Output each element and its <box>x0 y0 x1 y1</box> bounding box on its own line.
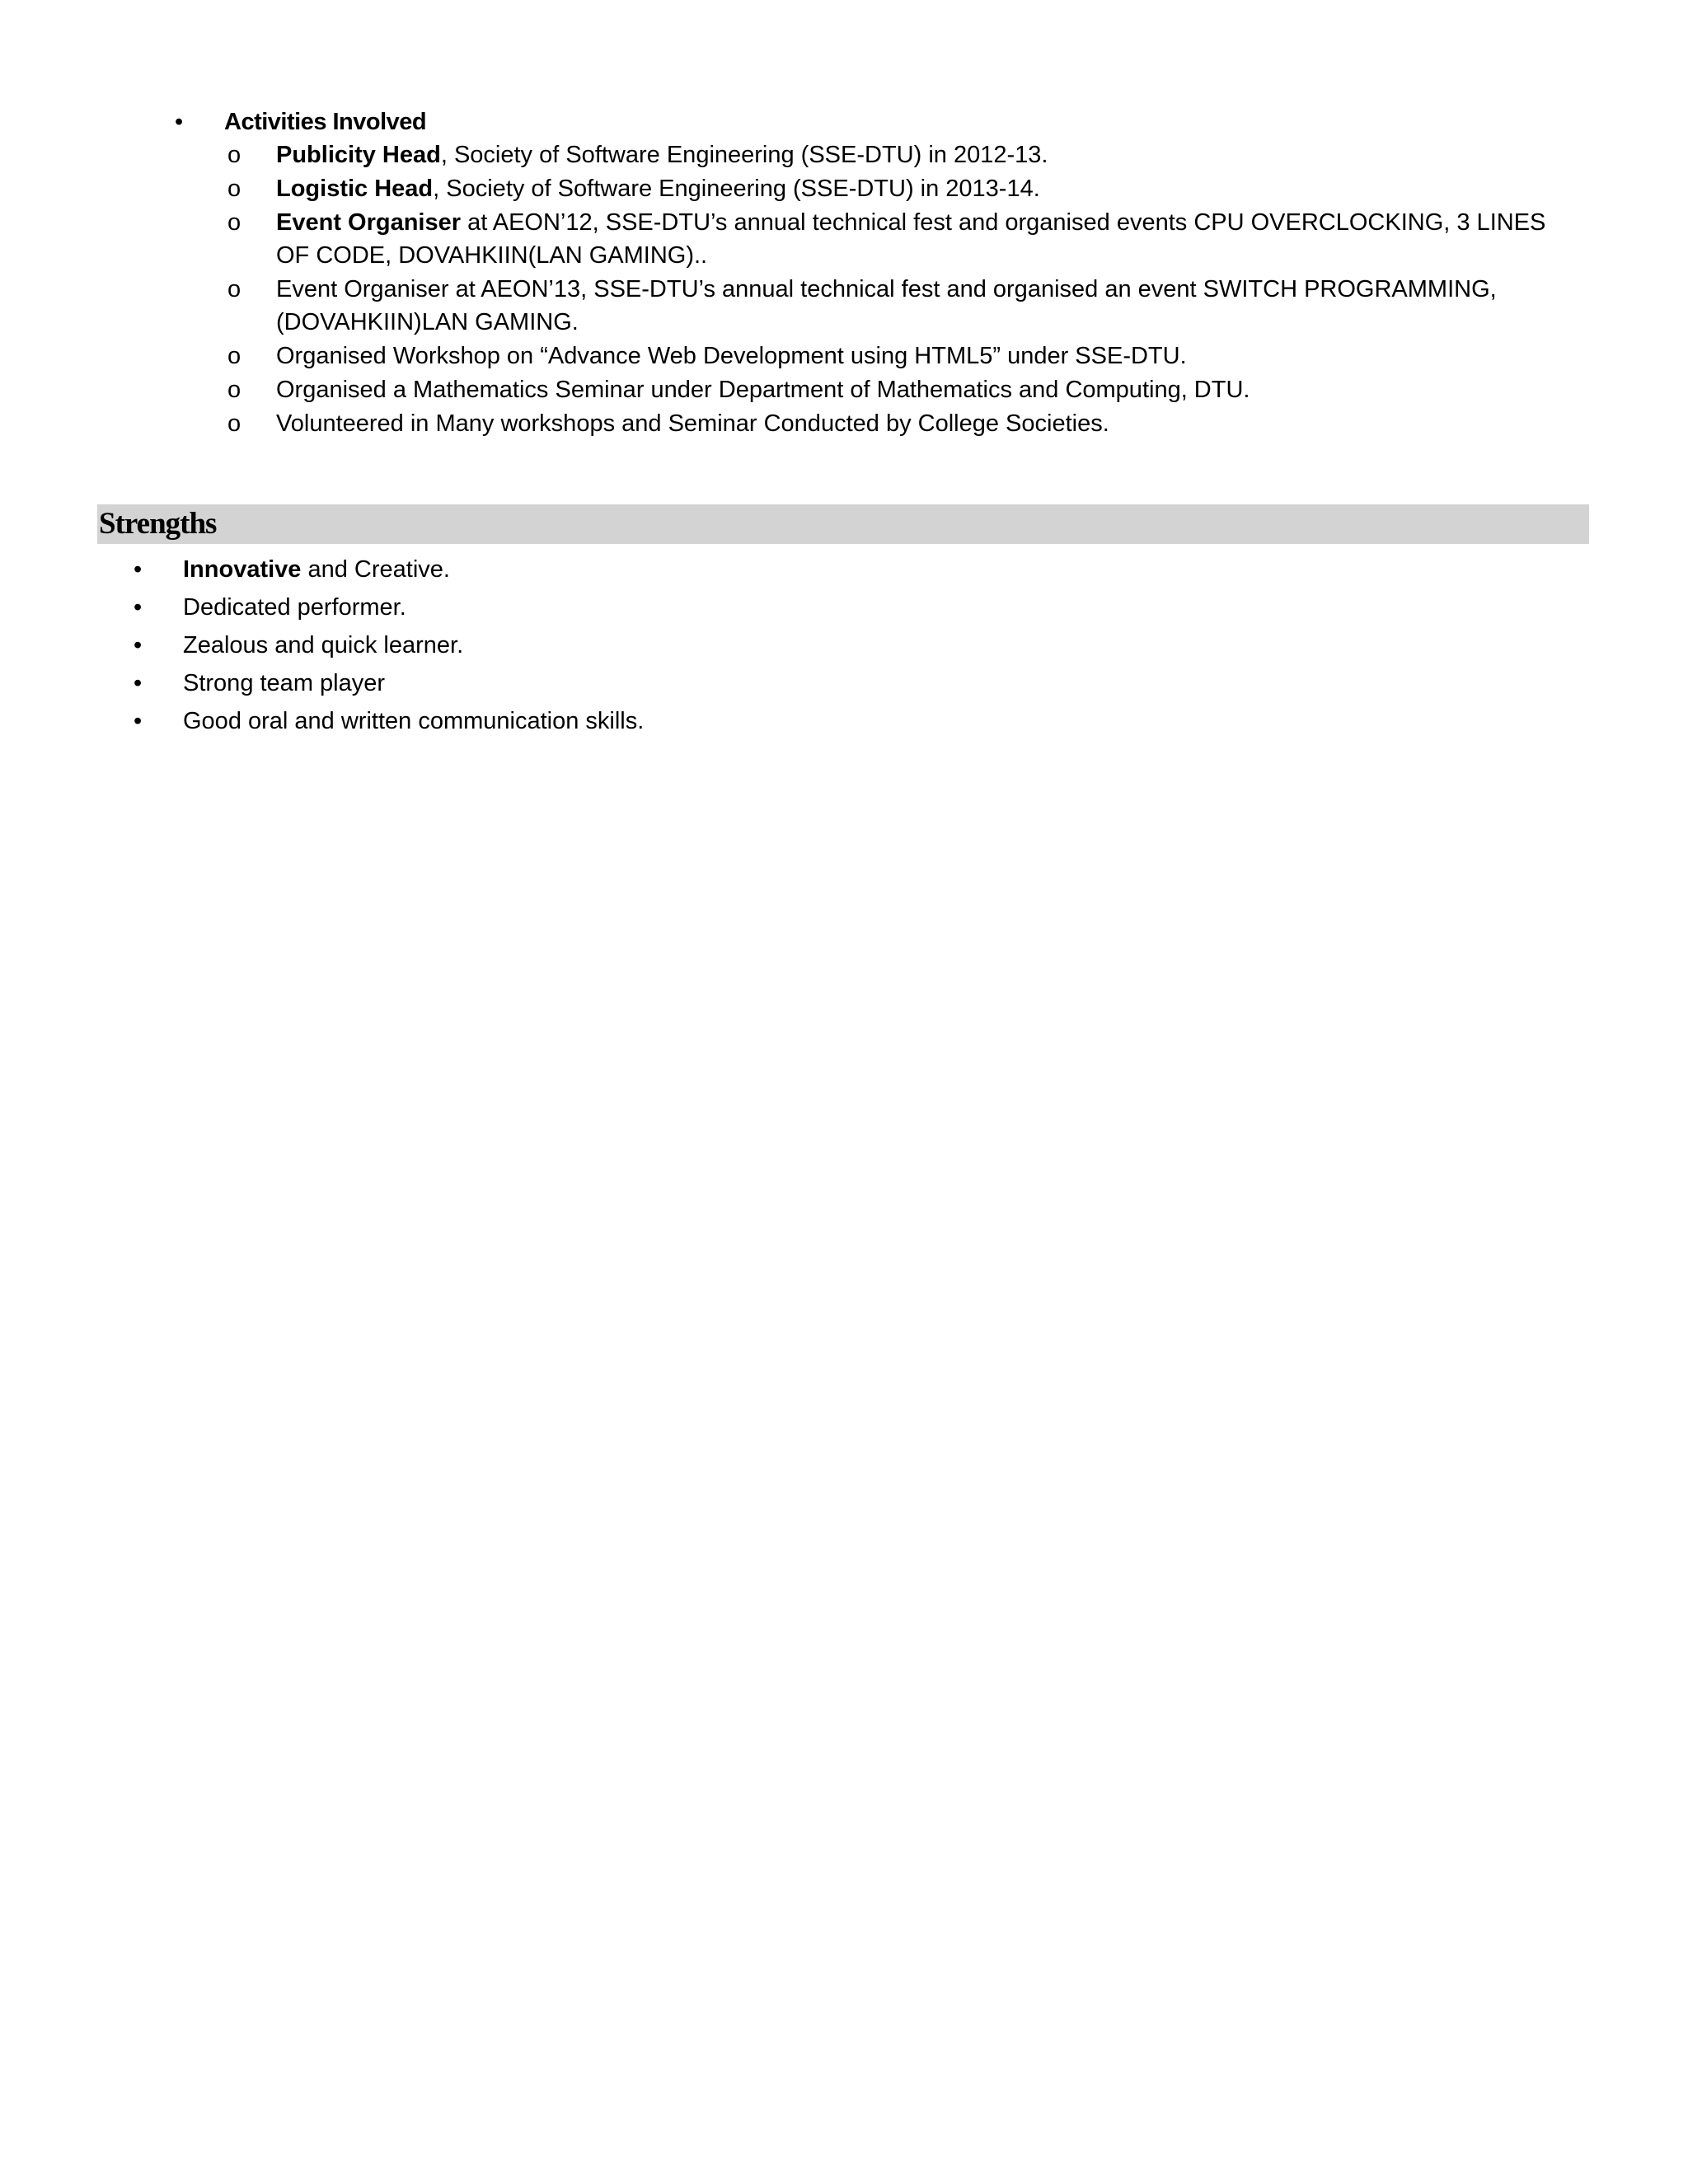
strength-text: Good oral and written communication skills. <box>183 708 645 734</box>
activity-description: Organised Workshop on “Advance Web Development using HTML5” under SSE-DTU. <box>276 343 1187 369</box>
activity-item <box>173 273 1574 339</box>
activities-title: Activities Involved <box>224 109 427 135</box>
bullet-icon: • <box>134 556 143 583</box>
circle-bullet-icon: o <box>227 276 241 302</box>
strength-text: Dedicated performer. <box>183 594 406 621</box>
activities-list <box>173 138 1574 440</box>
section-title: Strengths <box>99 507 217 541</box>
strength-item <box>132 626 1533 664</box>
circle-bullet-icon: o <box>227 377 241 403</box>
activity-item <box>173 206 1574 272</box>
strength-item <box>132 588 1533 626</box>
strength-text: Strong team player <box>183 670 386 696</box>
bullet-icon: • <box>175 109 184 135</box>
activities-section <box>173 105 1574 441</box>
activity-item <box>173 340 1574 373</box>
strength-item <box>132 664 1533 702</box>
strengths-header <box>97 504 1589 544</box>
circle-bullet-icon: o <box>227 209 241 236</box>
bullet-icon: • <box>134 594 143 621</box>
activity-description: at AEON’12, SSE-DTU’s annual technical fest and organised events CPU OVERCLOCKING, 3 LINES OF CODE, DOVAHKIIN(LAN GAMING).. <box>276 209 1546 269</box>
strength-highlight: Innovative <box>183 556 302 583</box>
activity-description: , Society of Software Engineering (SSE-DTU) in 2013-14. <box>433 176 1040 202</box>
strengths-list <box>132 551 1533 740</box>
bullet-icon: • <box>134 708 143 734</box>
activities-heading-row <box>173 105 1574 138</box>
circle-bullet-icon: o <box>227 176 241 202</box>
activity-item <box>173 138 1574 171</box>
activity-role: Logistic Head <box>276 176 434 202</box>
strength-item <box>132 551 1533 588</box>
activity-item <box>173 172 1574 205</box>
activity-description: Event Organiser at AEON’13, SSE-DTU’s annual technical fest and organised an event SWITCH PROGRAMMING, (DOVAHKIIN)LAN GAMING. <box>276 276 1497 335</box>
activity-item <box>173 407 1574 440</box>
circle-bullet-icon: o <box>227 142 241 168</box>
activity-description: Volunteered in Many workshops and Seminar Conducted by College Societies. <box>276 410 1109 437</box>
strength-text: and Creative. <box>301 556 450 583</box>
activity-role: Publicity Head <box>276 142 441 168</box>
strength-text: Zealous and quick learner. <box>183 632 464 658</box>
strength-item <box>132 702 1533 740</box>
circle-bullet-icon: o <box>227 410 241 437</box>
bullet-icon: • <box>134 632 143 658</box>
bullet-icon: • <box>134 670 143 696</box>
activity-item <box>173 373 1574 406</box>
activity-description: Organised a Mathematics Seminar under Department of Mathematics and Computing, DTU. <box>276 377 1250 403</box>
activity-role: Event Organiser <box>276 209 462 236</box>
activity-description: , Society of Software Engineering (SSE-DTU) in 2012-13. <box>440 142 1048 168</box>
circle-bullet-icon: o <box>227 343 241 369</box>
